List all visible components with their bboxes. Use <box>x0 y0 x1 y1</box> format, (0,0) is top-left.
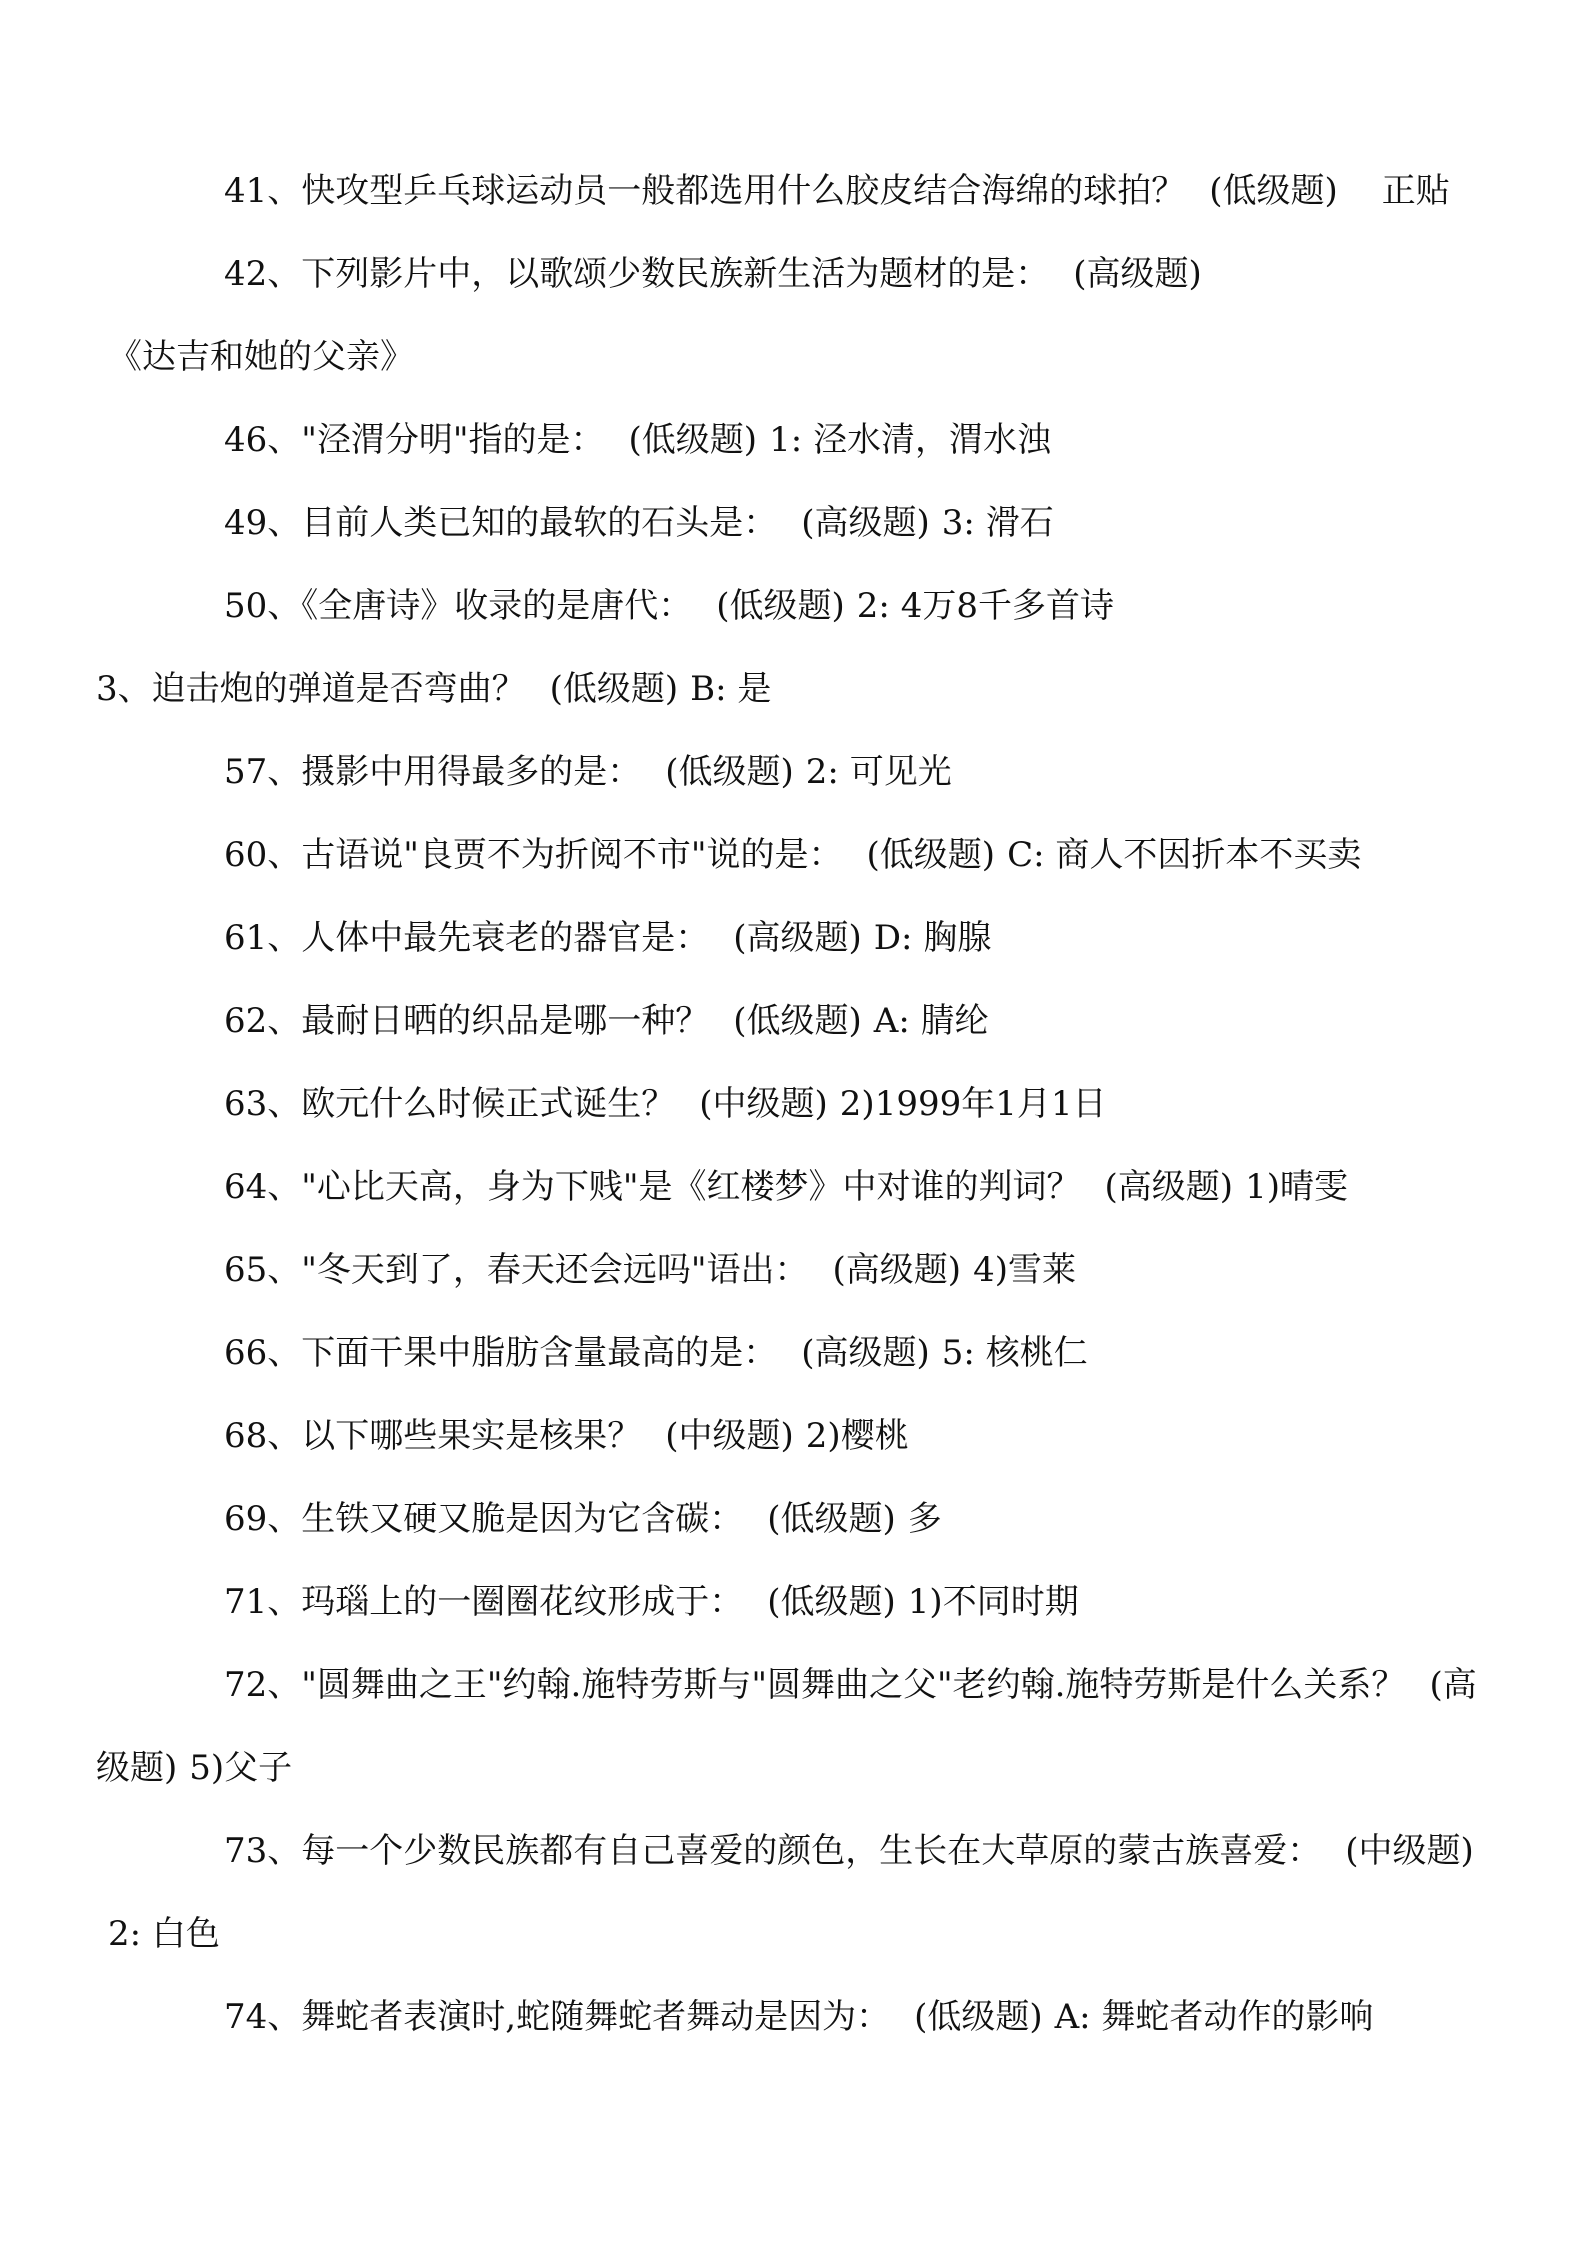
question-answer: 2: 可见光 <box>805 752 952 792</box>
question-item-64 <box>96 1146 1506 1229</box>
question-level: (低级题) <box>767 1582 896 1622</box>
question-answer: 2)樱桃 <box>805 1416 909 1456</box>
question-item-60 <box>96 814 1506 897</box>
question-item-74 <box>96 1976 1506 2059</box>
question-text: 62、最耐日晒的织品是哪一种？ <box>224 1001 710 1041</box>
question-text: 3、迫击炮的弹道是否弯曲？ <box>96 669 526 709</box>
question-text: 72、"圆舞曲之王"约翰.施特劳斯与"圆舞曲之父"老约翰.施特劳斯是什么关系？ <box>224 1665 1406 1705</box>
question-item-66 <box>96 1312 1506 1395</box>
question-item-62 <box>96 980 1506 1063</box>
question-text: 46、"泾渭分明"指的是： <box>224 420 605 460</box>
question-answer: C: 商人不因折本不买卖 <box>1007 835 1362 875</box>
question-level: (中级题) <box>665 1416 794 1456</box>
question-text: 57、摄影中用得最多的是： <box>224 752 642 792</box>
question-answer: 5: 核桃仁 <box>941 1333 1088 1373</box>
question-answer: 1: 泾水清，渭水浊 <box>769 420 1051 460</box>
question-item-42 <box>96 233 1506 399</box>
question-answer: A: 腈纶 <box>873 1001 989 1041</box>
question-item-72 <box>96 1644 1506 1810</box>
question-answer: A: 舞蛇者动作的影响 <box>1054 1997 1374 2037</box>
question-text: 68、以下哪些果实是核果？ <box>224 1416 642 1456</box>
question-level: (低级题) <box>866 835 996 875</box>
question-answer: 4)雪莱 <box>973 1250 1076 1290</box>
question-text: 60、古语说"良贾不为折阅不市"说的是： <box>224 835 843 875</box>
question-answer: D: 胸腺 <box>873 918 992 958</box>
question-text: 64、"心比天高，身为下贱"是《红楼梦》中对谁的判词？ <box>224 1167 1081 1207</box>
question-level: (低级题) <box>716 586 845 626</box>
question-text: 50、《全唐诗》收录的是唐代： <box>224 586 693 626</box>
question-item-68 <box>96 1395 1506 1478</box>
question-item-49 <box>96 482 1506 565</box>
question-text: 71、玛瑙上的一圈圈花纹形成于： <box>224 1582 744 1622</box>
question-item-63 <box>96 1063 1506 1146</box>
question-answer: B: 是 <box>690 669 772 709</box>
question-answer: 2: 4万8千多首诗 <box>856 586 1114 626</box>
question-item-41 <box>96 150 1506 233</box>
question-answer: 1)晴雯 <box>1245 1167 1348 1207</box>
question-level: (低级题) <box>665 752 794 792</box>
question-item-69 <box>96 1478 1506 1561</box>
question-text: 49、目前人类已知的最软的石头是： <box>224 503 778 543</box>
question-answer: 正贴 <box>1381 171 1450 211</box>
question-level: (低级题) <box>914 1997 1043 2037</box>
question-item-57 <box>96 731 1506 814</box>
question-item-61 <box>96 897 1506 980</box>
question-answer: 3: 滑石 <box>941 503 1054 543</box>
question-answer: 2)1999年1月1日 <box>839 1084 1107 1124</box>
question-list <box>96 150 1506 2059</box>
question-item-73 <box>96 1810 1506 1976</box>
question-level: (高级题) <box>96 1665 1477 1788</box>
question-level: (高级题) <box>1073 254 1202 294</box>
question-level: (高级题) <box>801 1333 930 1373</box>
question-item-50 <box>96 565 1506 648</box>
question-text: 74、舞蛇者表演时,蛇随舞蛇者舞动是因为： <box>224 1997 891 2037</box>
question-level: (中级题) <box>699 1084 828 1124</box>
question-level: (低级题) <box>1209 171 1338 211</box>
question-text: 42、下列影片中，以歌颂少数民族新生活为题材的是： <box>224 254 1050 294</box>
question-text: 73、每一个少数民族都有自己喜爱的颜色，生长在大草原的蒙古族喜爱： <box>224 1831 1322 1871</box>
question-level: (高级题) <box>801 503 930 543</box>
question-text: 61、人体中最先衰老的器官是： <box>224 918 710 958</box>
question-answer: 多 <box>907 1499 942 1539</box>
question-level: (高级题) <box>733 918 862 958</box>
question-level: (中级题) <box>1345 1831 1474 1871</box>
question-item-65 <box>96 1229 1506 1312</box>
question-answer: 2: 白色 <box>108 1914 220 1954</box>
question-level: (高级题) <box>832 1250 962 1290</box>
question-level: (高级题) <box>1104 1167 1234 1207</box>
question-text: 69、生铁又硬又脆是因为它含碳： <box>224 1499 744 1539</box>
question-item-71 <box>96 1561 1506 1644</box>
question-item-46 <box>96 399 1506 482</box>
question-text: 65、"冬天到了，春天还会远吗"语出： <box>224 1250 809 1290</box>
question-level: (低级题) <box>628 420 758 460</box>
question-text: 63、欧元什么时候正式诞生？ <box>224 1084 676 1124</box>
question-answer: 5)父子 <box>189 1748 293 1788</box>
question-level: (低级题) <box>549 669 679 709</box>
question-item-3 <box>96 648 1506 731</box>
question-text: 66、下面干果中脂肪含量最高的是： <box>224 1333 778 1373</box>
question-level: (低级题) <box>767 1499 896 1539</box>
question-answer: 《达吉和她的父亲》 <box>108 337 414 377</box>
question-answer: 1)不同时期 <box>907 1582 1079 1622</box>
question-text: 41、快攻型乒乓球运动员一般都选用什么胶皮结合海绵的球拍？ <box>224 171 1186 211</box>
question-level: (低级题) <box>733 1001 862 1041</box>
